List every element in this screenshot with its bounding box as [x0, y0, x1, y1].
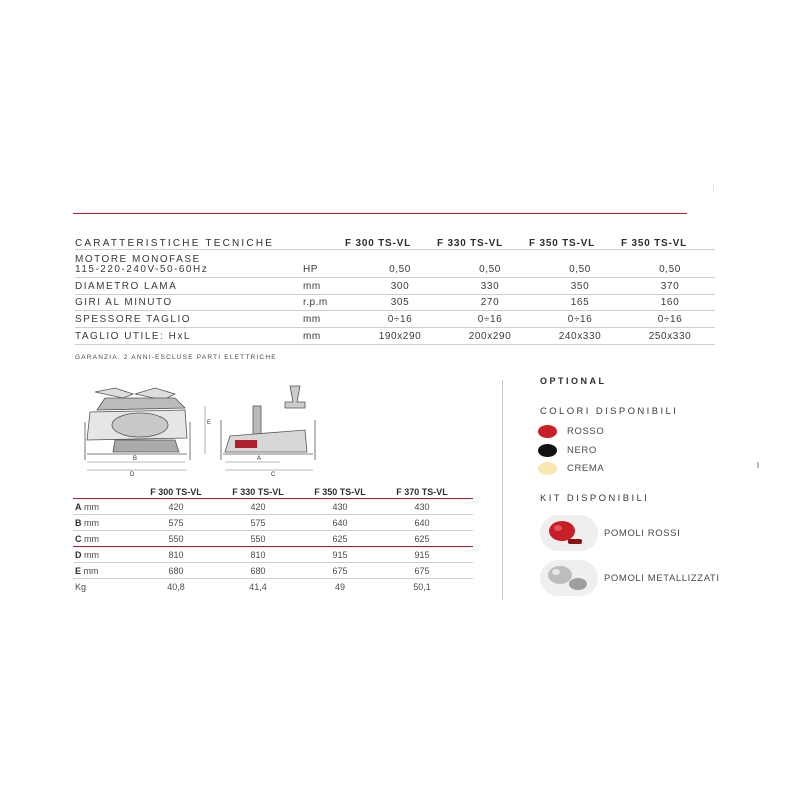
- dims-unit: mm: [81, 501, 99, 512]
- specs-unit: r.p.m: [303, 297, 328, 308]
- dims-row-c: [73, 531, 473, 547]
- dims-unit: mm: [81, 549, 99, 560]
- specs-unit: HP: [303, 264, 318, 275]
- specs-value: 0,50: [659, 264, 681, 275]
- dims-value: 810: [168, 549, 184, 560]
- kit-label: POMOLI METALLIZZATI: [604, 572, 720, 584]
- dims-value: 640: [332, 517, 348, 528]
- dims-value: 625: [332, 533, 348, 544]
- dims-row-a: [73, 499, 473, 515]
- kit-title: KIT DISPONIBILI: [540, 493, 650, 504]
- specs-row-motore: [75, 250, 715, 278]
- dims-value: 49: [334, 582, 345, 592]
- dims-value: 915: [332, 549, 348, 560]
- specs-value: 370: [660, 281, 680, 292]
- specs-value: 250x330: [648, 331, 692, 342]
- dims-value: 625: [414, 533, 430, 544]
- specs-value: 0,50: [479, 264, 501, 275]
- specs-value: 160: [660, 297, 680, 308]
- dims-model-1: F 300 TS-VL: [150, 487, 202, 497]
- slicer-dimension-drawing: [75, 380, 325, 480]
- cream-swatch-icon: [538, 462, 557, 475]
- dims-unit: mm: [81, 565, 99, 576]
- dims-row-kg: [73, 579, 473, 595]
- dims-unit: mm: [81, 517, 99, 528]
- color-option-crema: [538, 462, 604, 475]
- dimensions-table: [73, 487, 473, 595]
- color-option-nero: [538, 444, 597, 457]
- dims-value: 915: [414, 549, 430, 560]
- dims-model-3: F 350 TS-VL: [314, 487, 366, 497]
- edge-tick: [757, 462, 759, 468]
- dim-label-d: D: [130, 472, 135, 478]
- section-divider: [502, 380, 503, 600]
- specs-row-giri: [75, 295, 715, 311]
- dim-label-e: E: [207, 420, 212, 426]
- dims-value: 550: [168, 533, 184, 544]
- specs-row-taglio: [75, 328, 715, 345]
- specs-value: 0÷16: [387, 314, 413, 325]
- slicer-side-view: [85, 388, 190, 460]
- top-rule: [73, 213, 687, 214]
- specs-label: GIRI AL MINUTO: [75, 297, 173, 308]
- specs-unit: mm: [303, 281, 321, 292]
- dims-letter: E: [75, 565, 82, 576]
- metal-knob-icon: [540, 560, 598, 596]
- specs-value: 330: [480, 281, 500, 292]
- specs-label: DIAMETRO LAMA: [75, 281, 178, 292]
- specs-row-diametro: [75, 278, 715, 295]
- specs-table: [75, 232, 715, 345]
- black-swatch-icon: [538, 444, 557, 457]
- dims-value: 420: [168, 501, 184, 512]
- specs-row-spessore: [75, 311, 715, 328]
- dims-value: 41,4: [249, 582, 267, 592]
- dims-letter: A: [75, 501, 82, 512]
- colors-title: COLORI DISPONIBILI: [540, 406, 679, 417]
- specs-value: 200x290: [468, 331, 512, 342]
- dims-value: 50,1: [413, 582, 431, 592]
- dims-value: 675: [414, 565, 430, 576]
- specs-value: 240x330: [558, 331, 602, 342]
- dims-value: 680: [250, 565, 266, 576]
- specs-value: 0,50: [569, 264, 591, 275]
- dims-unit: mm: [81, 533, 99, 544]
- specs-unit: mm: [303, 331, 321, 342]
- specs-value: 0÷16: [567, 314, 593, 325]
- specs-value: 190x290: [378, 331, 422, 342]
- dims-row-d: [73, 547, 473, 563]
- dims-model-4: F 370 TS-VL: [396, 487, 448, 497]
- dims-letter: B: [75, 517, 82, 528]
- color-label: ROSSO: [567, 426, 605, 437]
- specs-value: 270: [480, 297, 500, 308]
- dims-value: 810: [250, 549, 266, 560]
- dims-header: [73, 487, 473, 499]
- red-knob-icon: [540, 515, 598, 551]
- specs-label: MOTORE MONOFASE: [75, 254, 201, 265]
- kit-option-metallizzati: [540, 560, 720, 596]
- optional-title: OPTIONAL: [540, 376, 607, 386]
- dims-row-b: [73, 515, 473, 531]
- specs-unit: mm: [303, 314, 321, 325]
- dims-value: 640: [414, 517, 430, 528]
- specs-header: [75, 232, 715, 250]
- dims-value: 40,8: [167, 582, 185, 592]
- edge-mark: [713, 183, 714, 193]
- specs-value: 0÷16: [657, 314, 683, 325]
- dims-value: 675: [332, 565, 348, 576]
- dims-unit: Kg: [75, 582, 87, 592]
- dims-model-2: F 330 TS-VL: [232, 487, 284, 497]
- dims-row-e: [73, 563, 473, 579]
- dims-value: 420: [250, 501, 266, 512]
- guarantee-note: GARANZIA: 2 ANNI-ESCLUSE PARTI ELETTRICHE: [75, 354, 277, 361]
- dims-value: 680: [168, 565, 184, 576]
- specs-value: 305: [390, 297, 410, 308]
- specs-label-2: 115-220-240V-50-60Hz: [75, 264, 209, 275]
- dim-label-c: C: [271, 472, 276, 478]
- specs-value: 165: [570, 297, 590, 308]
- specs-title: CARATTERISTICHE TECNICHE: [75, 238, 275, 249]
- specs-value: 300: [390, 281, 410, 292]
- specs-model-2: F 330 TS-VL: [437, 238, 504, 249]
- dims-value: 430: [414, 501, 430, 512]
- specs-value: 0,50: [389, 264, 411, 275]
- specs-value: 350: [570, 281, 590, 292]
- dims-letter: D: [75, 549, 82, 560]
- specs-model-3: F 350 TS-VL: [529, 238, 596, 249]
- dims-value: 575: [250, 517, 266, 528]
- dims-letter: C: [75, 533, 82, 544]
- color-option-rosso: [538, 425, 604, 438]
- kit-label: POMOLI ROSSI: [604, 527, 681, 539]
- red-swatch-icon: [538, 425, 557, 438]
- specs-model-1: F 300 TS-VL: [345, 238, 412, 249]
- color-label: CREMA: [567, 463, 605, 474]
- dim-label-b: B: [133, 456, 138, 462]
- specs-model-4: F 350 TS-VL: [621, 238, 688, 249]
- dims-value: 550: [250, 533, 266, 544]
- kit-option-rossi: [540, 515, 680, 551]
- specs-value: 0÷16: [477, 314, 503, 325]
- slicer-front-view: [221, 386, 315, 460]
- specs-label: SPESSORE TAGLIO: [75, 314, 192, 325]
- dims-value: 575: [168, 517, 184, 528]
- dims-value: 430: [332, 501, 348, 512]
- dim-label-a: A: [257, 456, 262, 462]
- specs-label: TAGLIO UTILE: HxL: [75, 331, 191, 342]
- color-label: NERO: [567, 445, 597, 456]
